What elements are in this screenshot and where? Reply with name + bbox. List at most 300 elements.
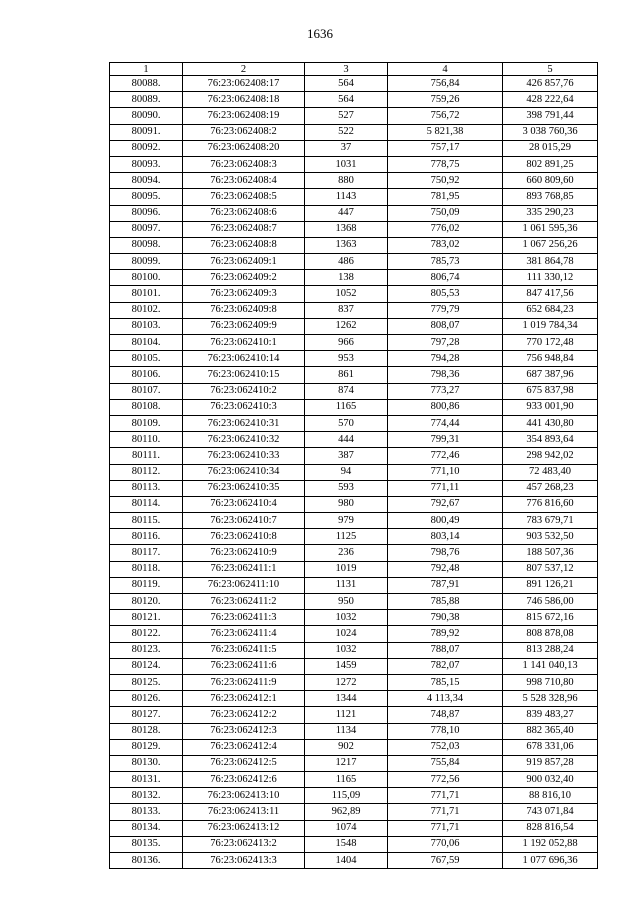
row-number-cell: 80108. xyxy=(110,399,183,415)
row-number-cell: 80114. xyxy=(110,496,183,512)
table-row xyxy=(110,577,598,593)
area-cell: 593 xyxy=(305,480,388,496)
rate-cell: 800,49 xyxy=(388,513,503,529)
cadastral-number-cell: 76:23:062413:10 xyxy=(183,788,305,804)
rate-cell: 770,06 xyxy=(388,836,503,852)
rate-cell: 787,91 xyxy=(388,577,503,593)
cadastral-number-cell: 76:23:062410:8 xyxy=(183,529,305,545)
area-cell: 950 xyxy=(305,594,388,610)
rate-cell: 789,92 xyxy=(388,626,503,642)
table-row xyxy=(110,189,598,205)
value-cell: 882 365,40 xyxy=(503,723,598,739)
value-cell: 743 071,84 xyxy=(503,804,598,820)
area-cell: 1052 xyxy=(305,286,388,302)
page-number: 1636 xyxy=(307,26,333,41)
rate-cell: 772,56 xyxy=(388,772,503,788)
value-cell: 815 672,16 xyxy=(503,610,598,626)
row-number-cell: 80122. xyxy=(110,626,183,642)
value-cell: 687 387,96 xyxy=(503,367,598,383)
rate-cell: 799,31 xyxy=(388,432,503,448)
rate-cell: 808,07 xyxy=(388,318,503,334)
cadastral-number-cell: 76:23:062412:2 xyxy=(183,707,305,723)
value-cell: 5 528 328,96 xyxy=(503,691,598,707)
cadastral-number-cell: 76:23:062408:8 xyxy=(183,237,305,253)
area-cell: 1344 xyxy=(305,691,388,707)
cadastral-number-cell: 76:23:062409:9 xyxy=(183,318,305,334)
rate-cell: 773,27 xyxy=(388,383,503,399)
table-row xyxy=(110,156,598,172)
area-cell: 1548 xyxy=(305,836,388,852)
area-cell: 1032 xyxy=(305,642,388,658)
rate-cell: 771,71 xyxy=(388,804,503,820)
value-cell: 3 038 760,36 xyxy=(503,124,598,140)
row-number-cell: 80129. xyxy=(110,739,183,755)
cadastral-number-cell: 76:23:062410:35 xyxy=(183,480,305,496)
table-row xyxy=(110,626,598,642)
area-cell: 1074 xyxy=(305,820,388,836)
area-cell: 37 xyxy=(305,140,388,156)
area-cell: 1165 xyxy=(305,399,388,415)
rate-cell: 750,09 xyxy=(388,205,503,221)
rate-cell: 778,10 xyxy=(388,723,503,739)
value-cell: 776 816,60 xyxy=(503,496,598,512)
area-cell: 1368 xyxy=(305,221,388,237)
value-cell: 398 791,44 xyxy=(503,108,598,124)
value-cell: 28 015,29 xyxy=(503,140,598,156)
cadastral-number-cell: 76:23:062410:34 xyxy=(183,464,305,480)
value-cell: 933 001,90 xyxy=(503,399,598,415)
table-row xyxy=(110,642,598,658)
table-row xyxy=(110,707,598,723)
table-row xyxy=(110,302,598,318)
cadastral-number-cell: 76:23:062412:6 xyxy=(183,772,305,788)
area-cell: 570 xyxy=(305,415,388,431)
area-cell: 1143 xyxy=(305,189,388,205)
area-cell: 1031 xyxy=(305,156,388,172)
row-number-cell: 80099. xyxy=(110,254,183,270)
table-row xyxy=(110,92,598,108)
value-cell: 893 768,85 xyxy=(503,189,598,205)
table-row xyxy=(110,173,598,189)
cadastral-number-cell: 76:23:062410:1 xyxy=(183,335,305,351)
value-cell: 88 816,10 xyxy=(503,788,598,804)
row-number-cell: 80117. xyxy=(110,545,183,561)
cadastral-number-cell: 76:23:062408:4 xyxy=(183,173,305,189)
row-number-cell: 80121. xyxy=(110,610,183,626)
area-cell: 1272 xyxy=(305,674,388,690)
rate-cell: 778,75 xyxy=(388,156,503,172)
table-row xyxy=(110,318,598,334)
rate-cell: 776,02 xyxy=(388,221,503,237)
row-number-cell: 80111. xyxy=(110,448,183,464)
area-cell: 387 xyxy=(305,448,388,464)
rate-cell: 785,15 xyxy=(388,674,503,690)
row-number-cell: 80102. xyxy=(110,302,183,318)
table-row xyxy=(110,367,598,383)
cadastral-number-cell: 76:23:062410:32 xyxy=(183,432,305,448)
area-cell: 966 xyxy=(305,335,388,351)
rate-cell: 771,71 xyxy=(388,820,503,836)
row-number-cell: 80115. xyxy=(110,513,183,529)
area-cell: 138 xyxy=(305,270,388,286)
cadastral-number-cell: 76:23:062412:5 xyxy=(183,755,305,771)
rate-cell: 752,03 xyxy=(388,739,503,755)
rate-cell: 771,11 xyxy=(388,480,503,496)
area-cell: 1459 xyxy=(305,658,388,674)
table-row xyxy=(110,221,598,237)
table-row xyxy=(110,804,598,820)
table-row xyxy=(110,545,598,561)
area-cell: 564 xyxy=(305,76,388,92)
cadastral-number-cell: 76:23:062411:5 xyxy=(183,642,305,658)
cadastral-number-cell: 76:23:062408:20 xyxy=(183,140,305,156)
rate-cell: 772,46 xyxy=(388,448,503,464)
cadastral-number-cell: 76:23:062412:1 xyxy=(183,691,305,707)
rate-cell: 750,92 xyxy=(388,173,503,189)
rate-cell: 792,48 xyxy=(388,561,503,577)
cadastral-number-cell: 76:23:062413:2 xyxy=(183,836,305,852)
area-cell: 1131 xyxy=(305,577,388,593)
table-row xyxy=(110,480,598,496)
cadastral-number-cell: 76:23:062408:3 xyxy=(183,156,305,172)
cadastral-number-cell: 76:23:062411:1 xyxy=(183,561,305,577)
value-cell: 828 816,54 xyxy=(503,820,598,836)
cadastral-number-cell: 76:23:062410:15 xyxy=(183,367,305,383)
table-row xyxy=(110,723,598,739)
row-number-cell: 80104. xyxy=(110,335,183,351)
table-row xyxy=(110,383,598,399)
value-cell: 72 483,40 xyxy=(503,464,598,480)
area-cell: 527 xyxy=(305,108,388,124)
rate-cell: 4 113,34 xyxy=(388,691,503,707)
table-row xyxy=(110,594,598,610)
rate-cell: 756,84 xyxy=(388,76,503,92)
cadastral-number-cell: 76:23:062408:17 xyxy=(183,76,305,92)
value-cell: 998 710,80 xyxy=(503,674,598,690)
row-number-cell: 80090. xyxy=(110,108,183,124)
row-number-cell: 80088. xyxy=(110,76,183,92)
value-cell: 919 857,28 xyxy=(503,755,598,771)
row-number-cell: 80120. xyxy=(110,594,183,610)
area-cell: 1262 xyxy=(305,318,388,334)
table-row xyxy=(110,739,598,755)
row-number-cell: 80134. xyxy=(110,820,183,836)
area-cell: 874 xyxy=(305,383,388,399)
column-header: 4 xyxy=(388,63,503,76)
cadastral-number-cell: 76:23:062408:5 xyxy=(183,189,305,205)
area-cell: 94 xyxy=(305,464,388,480)
table-row xyxy=(110,853,598,869)
cadastral-number-cell: 76:23:062409:2 xyxy=(183,270,305,286)
cadastral-number-cell: 76:23:062410:2 xyxy=(183,383,305,399)
table-row xyxy=(110,561,598,577)
cadastral-number-cell: 76:23:062408:7 xyxy=(183,221,305,237)
row-number-cell: 80124. xyxy=(110,658,183,674)
table-row xyxy=(110,513,598,529)
cadastral-number-cell: 76:23:062409:3 xyxy=(183,286,305,302)
area-cell: 115,09 xyxy=(305,788,388,804)
rate-cell: 759,26 xyxy=(388,92,503,108)
row-number-cell: 80113. xyxy=(110,480,183,496)
value-cell: 903 532,50 xyxy=(503,529,598,545)
rate-cell: 794,28 xyxy=(388,351,503,367)
cadastral-number-cell: 76:23:062413:3 xyxy=(183,853,305,869)
area-cell: 1032 xyxy=(305,610,388,626)
row-number-cell: 80130. xyxy=(110,755,183,771)
rate-cell: 757,17 xyxy=(388,140,503,156)
cadastral-number-cell: 76:23:062411:3 xyxy=(183,610,305,626)
cadastral-number-cell: 76:23:062411:9 xyxy=(183,674,305,690)
column-header: 1 xyxy=(110,63,183,76)
table-row xyxy=(110,76,598,92)
area-cell: 861 xyxy=(305,367,388,383)
rate-cell: 798,76 xyxy=(388,545,503,561)
value-cell: 900 032,40 xyxy=(503,772,598,788)
row-number-cell: 80093. xyxy=(110,156,183,172)
rate-cell: 785,88 xyxy=(388,594,503,610)
rate-cell: 781,95 xyxy=(388,189,503,205)
cadastral-number-cell: 76:23:062411:10 xyxy=(183,577,305,593)
value-cell: 813 288,24 xyxy=(503,642,598,658)
table-row xyxy=(110,448,598,464)
rate-cell: 767,59 xyxy=(388,853,503,869)
table-row xyxy=(110,691,598,707)
row-number-cell: 80131. xyxy=(110,772,183,788)
rate-cell: 792,67 xyxy=(388,496,503,512)
column-header: 2 xyxy=(183,63,305,76)
value-cell: 1 019 784,34 xyxy=(503,318,598,334)
area-cell: 1121 xyxy=(305,707,388,723)
value-cell: 802 891,25 xyxy=(503,156,598,172)
area-cell: 880 xyxy=(305,173,388,189)
cadastral-number-cell: 76:23:062410:31 xyxy=(183,415,305,431)
value-cell: 1 141 040,13 xyxy=(503,658,598,674)
cadastral-number-cell: 76:23:062413:11 xyxy=(183,804,305,820)
value-cell: 298 942,02 xyxy=(503,448,598,464)
area-cell: 1125 xyxy=(305,529,388,545)
area-cell: 837 xyxy=(305,302,388,318)
cadastral-number-cell: 76:23:062408:18 xyxy=(183,92,305,108)
value-cell: 335 290,23 xyxy=(503,205,598,221)
column-header: 3 xyxy=(305,63,388,76)
table-row xyxy=(110,755,598,771)
area-cell: 1217 xyxy=(305,755,388,771)
rate-cell: 5 821,38 xyxy=(388,124,503,140)
table-row xyxy=(110,108,598,124)
table-row xyxy=(110,286,598,302)
area-cell: 1024 xyxy=(305,626,388,642)
area-cell: 522 xyxy=(305,124,388,140)
row-number-cell: 80116. xyxy=(110,529,183,545)
area-cell: 1363 xyxy=(305,237,388,253)
table-body xyxy=(110,76,598,869)
area-cell: 979 xyxy=(305,513,388,529)
value-cell: 678 331,06 xyxy=(503,739,598,755)
cadastral-number-cell: 76:23:062410:33 xyxy=(183,448,305,464)
row-number-cell: 80132. xyxy=(110,788,183,804)
row-number-cell: 80133. xyxy=(110,804,183,820)
row-number-cell: 80123. xyxy=(110,642,183,658)
value-cell: 660 809,60 xyxy=(503,173,598,189)
rate-cell: 782,07 xyxy=(388,658,503,674)
row-number-cell: 80094. xyxy=(110,173,183,189)
rate-cell: 790,38 xyxy=(388,610,503,626)
area-cell: 980 xyxy=(305,496,388,512)
row-number-cell: 80107. xyxy=(110,383,183,399)
value-cell: 847 417,56 xyxy=(503,286,598,302)
row-number-cell: 80126. xyxy=(110,691,183,707)
row-number-cell: 80098. xyxy=(110,237,183,253)
area-cell: 564 xyxy=(305,92,388,108)
row-number-cell: 80092. xyxy=(110,140,183,156)
cadastral-number-cell: 76:23:062412:3 xyxy=(183,723,305,739)
value-cell: 652 684,23 xyxy=(503,302,598,318)
table-row xyxy=(110,529,598,545)
value-cell: 807 537,12 xyxy=(503,561,598,577)
table-row xyxy=(110,820,598,836)
row-number-cell: 80136. xyxy=(110,853,183,869)
row-number-cell: 80089. xyxy=(110,92,183,108)
area-cell: 444 xyxy=(305,432,388,448)
table-row xyxy=(110,205,598,221)
rate-cell: 785,73 xyxy=(388,254,503,270)
value-cell: 1 067 256,26 xyxy=(503,237,598,253)
area-cell: 1404 xyxy=(305,853,388,869)
rate-cell: 756,72 xyxy=(388,108,503,124)
row-number-cell: 80118. xyxy=(110,561,183,577)
value-cell: 354 893,64 xyxy=(503,432,598,448)
cadastral-number-cell: 76:23:062411:2 xyxy=(183,594,305,610)
cadastral-number-cell: 76:23:062413:12 xyxy=(183,820,305,836)
rate-cell: 797,28 xyxy=(388,335,503,351)
value-cell: 381 864,78 xyxy=(503,254,598,270)
area-cell: 1165 xyxy=(305,772,388,788)
cadastral-number-cell: 76:23:062410:14 xyxy=(183,351,305,367)
table-row xyxy=(110,610,598,626)
cadastral-number-cell: 76:23:062408:19 xyxy=(183,108,305,124)
row-number-cell: 80103. xyxy=(110,318,183,334)
value-cell: 770 172,48 xyxy=(503,335,598,351)
row-number-cell: 80127. xyxy=(110,707,183,723)
cadastral-number-cell: 76:23:062411:6 xyxy=(183,658,305,674)
table-row xyxy=(110,432,598,448)
value-cell: 839 483,27 xyxy=(503,707,598,723)
area-cell: 962,89 xyxy=(305,804,388,820)
value-cell: 428 222,64 xyxy=(503,92,598,108)
rate-cell: 803,14 xyxy=(388,529,503,545)
area-cell: 953 xyxy=(305,351,388,367)
row-number-cell: 80110. xyxy=(110,432,183,448)
data-table xyxy=(109,62,598,869)
rate-cell: 748,87 xyxy=(388,707,503,723)
row-number-cell: 80128. xyxy=(110,723,183,739)
table-row xyxy=(110,399,598,415)
value-cell: 111 330,12 xyxy=(503,270,598,286)
row-number-cell: 80095. xyxy=(110,189,183,205)
value-cell: 1 061 595,36 xyxy=(503,221,598,237)
rate-cell: 755,84 xyxy=(388,755,503,771)
cadastral-number-cell: 76:23:062410:9 xyxy=(183,545,305,561)
row-number-cell: 80091. xyxy=(110,124,183,140)
row-number-cell: 80109. xyxy=(110,415,183,431)
row-number-cell: 80100. xyxy=(110,270,183,286)
table-row xyxy=(110,836,598,852)
value-cell: 1 077 696,36 xyxy=(503,853,598,869)
cadastral-number-cell: 76:23:062409:8 xyxy=(183,302,305,318)
table-row xyxy=(110,335,598,351)
rate-cell: 771,71 xyxy=(388,788,503,804)
area-cell: 447 xyxy=(305,205,388,221)
area-cell: 486 xyxy=(305,254,388,270)
row-number-cell: 80135. xyxy=(110,836,183,852)
rate-cell: 806,74 xyxy=(388,270,503,286)
row-number-cell: 80112. xyxy=(110,464,183,480)
row-number-cell: 80105. xyxy=(110,351,183,367)
table-row xyxy=(110,254,598,270)
area-cell: 902 xyxy=(305,739,388,755)
value-cell: 756 948,84 xyxy=(503,351,598,367)
value-cell: 675 837,98 xyxy=(503,383,598,399)
row-number-cell: 80096. xyxy=(110,205,183,221)
cadastral-number-cell: 76:23:062410:3 xyxy=(183,399,305,415)
row-number-cell: 80106. xyxy=(110,367,183,383)
header-row xyxy=(110,63,598,76)
rate-cell: 774,44 xyxy=(388,415,503,431)
value-cell: 746 586,00 xyxy=(503,594,598,610)
value-cell: 1 192 052,88 xyxy=(503,836,598,852)
row-number-cell: 80097. xyxy=(110,221,183,237)
value-cell: 426 857,76 xyxy=(503,76,598,92)
cadastral-number-cell: 76:23:062408:6 xyxy=(183,205,305,221)
rate-cell: 779,79 xyxy=(388,302,503,318)
value-cell: 188 507,36 xyxy=(503,545,598,561)
cadastral-number-cell: 76:23:062410:7 xyxy=(183,513,305,529)
table-row xyxy=(110,351,598,367)
row-number-cell: 80119. xyxy=(110,577,183,593)
table-row xyxy=(110,496,598,512)
table-row xyxy=(110,124,598,140)
cadastral-number-cell: 76:23:062410:4 xyxy=(183,496,305,512)
row-number-cell: 80125. xyxy=(110,674,183,690)
table-row xyxy=(110,140,598,156)
cadastral-number-cell: 76:23:062409:1 xyxy=(183,254,305,270)
area-cell: 1134 xyxy=(305,723,388,739)
value-cell: 891 126,21 xyxy=(503,577,598,593)
row-number-cell: 80101. xyxy=(110,286,183,302)
area-cell: 1019 xyxy=(305,561,388,577)
rate-cell: 783,02 xyxy=(388,237,503,253)
table-row xyxy=(110,772,598,788)
rate-cell: 771,10 xyxy=(388,464,503,480)
cadastral-number-cell: 76:23:062411:4 xyxy=(183,626,305,642)
rate-cell: 788,07 xyxy=(388,642,503,658)
value-cell: 783 679,71 xyxy=(503,513,598,529)
table-row xyxy=(110,237,598,253)
value-cell: 457 268,23 xyxy=(503,480,598,496)
value-cell: 808 878,08 xyxy=(503,626,598,642)
table-row xyxy=(110,658,598,674)
value-cell: 441 430,80 xyxy=(503,415,598,431)
rate-cell: 805,53 xyxy=(388,286,503,302)
table-row xyxy=(110,415,598,431)
table-row xyxy=(110,270,598,286)
cadastral-number-cell: 76:23:062412:4 xyxy=(183,739,305,755)
area-cell: 236 xyxy=(305,545,388,561)
table-row xyxy=(110,674,598,690)
rate-cell: 800,86 xyxy=(388,399,503,415)
table-row xyxy=(110,464,598,480)
rate-cell: 798,36 xyxy=(388,367,503,383)
